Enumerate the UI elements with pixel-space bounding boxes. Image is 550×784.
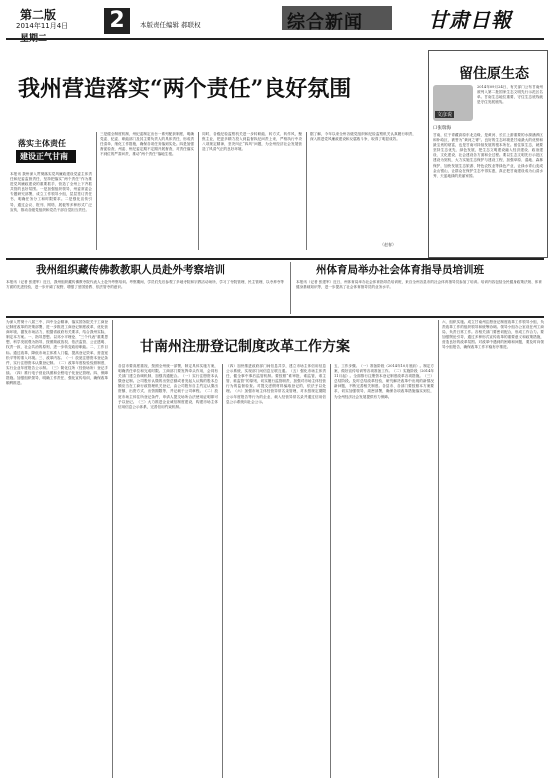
issue-date: 2014年11月4日 [16,22,69,30]
lead-body-col2: 三是健全制度机制，州纪委制定出台一系列配套制度，明确党委、纪委、职能部门及其主要负责人的具体责任，形成责任清单，细化工作措施，确保各项任务落到实处。四是加强督促检查，州委、州纪委定期不定期开展督查，对责任落实不到位的严肃问责，推动“两个责任”落地生根。 [100,132,194,157]
section-title: 综合新闻 [287,12,363,33]
column-rule [222,364,223,778]
story4-body-col4: 五、工作步骤。（一）准备阶段（2014年10月底前）。制定方案，做好宣传培训等各项准备工作。（二）实施阶段（2014年11月起）。全面推行注册资本登记制度改革各项措施。（三）总结阶段。及时总结改革经验，研究解决改革中出现的新情况新问题，不断完善相关制度。各县市、各部门要按照本方案要求，切实加强领导，周密部署，确保各项改革措施落实到位，为全州经济社会发展提供有力保障。 [334,364,434,399]
story3-body: 本报讯（记者 张建军）近日，州体育局举办社会体育指导员培训班，来自全州各县市的社会体育指导员参加了培训。培训内容包括全民健身政策法规、体育健身基础知识等，进一步提高了社会体育指导员的业务水平。 [296,280,542,290]
story3-headline: 州体育局举办社会体育指导员培训班 [316,264,484,276]
masthead-rule [6,38,544,40]
edition-badge [104,8,130,34]
section-divider [6,316,544,318]
story2-headline: 我州组织藏传佛教教职人员赴外考察培训 [36,264,225,276]
lead-author: （赵春） [380,242,396,247]
lead-headline: 我州营造落实“两个责任”良好氛围 [18,76,352,102]
buddhist-training-article [6,262,286,314]
page-info-block [6,6,101,42]
story4-body-col3: （四）加快推进政府部门间信息共享，建立市场主体信用信息公示系统，实现部门间信息互联互通。（五）强化市场主体责任，健全事中事后监管机制。要按照“谁审批、谁监管，谁主管、谁监管”的原则，切实履行监管职责，加强对市场主体经营行为的监督检查。对提交虚假材料骗取登记的，依法予以处理。（六）加强市场主体经营异常名录管理，对未按规定期限公示年度报告等行为的企业，载入经营异常名录并通过信用信息公示系统向社会公示。 [226,364,326,404]
masthead [0,0,550,45]
page-number: 第二版 [20,8,57,22]
lead-article [0,44,425,254]
lead-body-col1: 本报讯 我州深入贯彻落实党风廉政建设党委主体责任和纪委监督责任，坚持把落实“两个责任”作为推进党风廉政建设的重要抓手，营造了全州上下齐抓共管的良好氛围。一是加强组织领导，州委常委会专题研究部署，成立工作领导小组，层层签订责任书，明确任务分工和时限要求。二是强化宣传引导，通过会议、报刊、网络、展板等多种形式广泛宣传，推动各级党组织和党员干部自觉担当责任。 [10,172,92,212]
editor-line: 本版责任编辑 郝联权 [140,21,201,29]
column-rule [96,132,97,250]
lead-body-col4: 据了解，今年以来全州各级党组织和纪检监察机关认真履行职责，深入推进党风廉政建设和反腐败斗争，取得了明显成效。 [310,132,416,142]
section-divider [6,258,544,260]
story4-body-col1: 为深入贯彻十八届三中、四中全会精神，落实国务院关于工商登记制度改革的决策部署，进一步推进工商登记制度改革，优化营商环境，激发市场活力，根据省政府有关要求，结合我州实际，制定本方案。一、指导思想。以邓小平理论、“三个代表”重要思想、科学发展观为指导，按照简政放权、依法监管、公正透明、权责一致、社会共治的原则，进一步转变政府职能。二、工作目标。通过改革，降低市场主体准入门槛，提高登记效率，营造宽松平等的准入环境。三、改革内容。（一）放宽注册资本登记条件，实行注册资本认缴登记制。（二）改革年度检验验照制度，实行企业年度报告公示制。（三）简化住所（经营场所）登记手续。（四）推行电子营业执照和全程电子化登记管理。四、保障措施。加强组织领导，明确工作责任，强化宣传培训，确保改革顺利推进。 [6,320,108,386]
column-rule [330,364,331,778]
author-photo [433,85,473,121]
column-rule [438,320,439,778]
lead-subhead-box [14,136,78,166]
registration-reform-article [6,320,544,780]
column-rule [306,132,307,250]
author-label: 文彦说 [437,112,453,118]
sports-training-article [296,262,544,314]
commentary-intro: 2014年09月24日，有关部门公布甘南州被列入第二批国家生态文明先行示范区名单。甘南生态地位重要，守住生态底线就是守住发展底线。 [477,85,543,105]
commentary-box [428,50,548,258]
column-rule [112,320,113,778]
edition-numeral: 2 [109,8,125,33]
story4-body-col5: 六、组织实施。成立甘南州注册登记制度改革工作领导小组，负责改革工作的组织领导和统筹协调。领导小组办公室设在州工商局，负责日常工作。各相关部门要密切配合，形成工作合力。要加强舆论引导，通过多种形式宣传改革的重要意义和政策措施，营造良好的改革氛围。对改革中遇到的困难和问题，要及时向领导小组报告，确保改革工作平稳有序推进。 [442,320,544,350]
story4-body-col2: 各县市要高度重视，按照全州统一部署，制定具体实施方案，明确责任单位和完成时限。工商部门要发挥牵头作用，会同有关部门建立协调机制，加强沟通配合。（一）实行注册资本认缴登记制。公司股东认缴的出资总额或者发起人认购的股本总额应当在工商行政管理机关登记，由公司股东自主约定认缴出资额、出资方式、出资期限等，并记载于公司章程。（二）放宽市场主体住所登记条件，申请人提交场所合法使用证明即可予以登记。（三）大力推进企业诚信制度建设，构建市场主体信用信息公示体系，完善信用约束机制。 [118,364,218,409]
story4-headline: 甘南州注册登记制度改革工作方案 [140,339,350,355]
lead-subhead-2: 建设正气甘南 [20,152,68,161]
commentary-body: 甘南，位于青藏高原东北边缘，是黄河、长江上游重要的水源涵养区和补给区，被誉为“黄河之肾”。良好的生态环境是甘南最大的优势和最宝贵的财富，也是甘南可持续发展的根本所在。留住原生态，就要坚持生态优先、绿色发展，把生态文明建设融入经济建设、政治建设、文化建设、社会建设各方面和全过程。要以生态文明先行示范区建设为契机，大力实施生态保护与建设工程，加强草原、湿地、森林保护，加快发展生态旅游、特色农牧业等绿色产业，让绿水青山变成金山银山，让群众在保护生态中得实惠，真正把甘南建设成为山清水秀、天蓝地绿的美丽家园。 [433,133,543,178]
column-rule [198,132,199,250]
column-rule [290,262,291,314]
paper-logo: 甘肃日報 [428,8,512,32]
story2-body: 本报讯（记者 张建军）近日，我州组织藏传佛教寺院代表人士赴外考察培训。考察期间，学员们先后参观了多地寺院和宗教活动场所，学习了寺院管理、民主管理、以寺养寺等方面的先进经验，进一步开阔了视野，增强了爱国爱教、依法管寺的意识。 [6,280,284,290]
lead-body-col3: 同时，各级纪检监察机关进一步转职能、转方式、转作风，聚焦主业，把更多精力投入到监督执纪问责上来，严格执行中央八项规定精神，坚决纠正“四风”问题，为全州经济社会发展营造了风清气正的良好环境。 [202,132,302,152]
lead-subhead-1: 落实主体责任 [18,139,66,148]
commentary-byline: 口张瑞海 [433,126,451,131]
commentary-title: 留住原生态 [459,66,529,82]
